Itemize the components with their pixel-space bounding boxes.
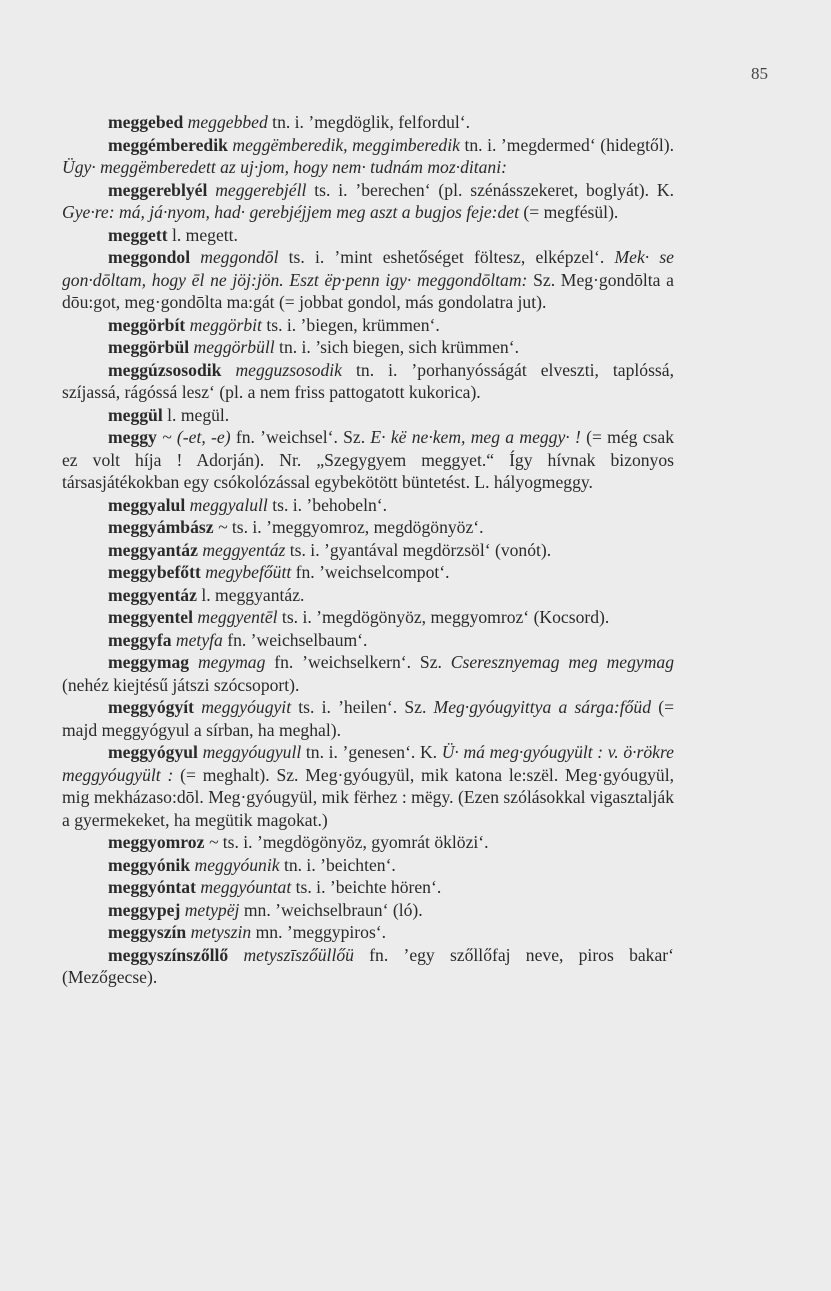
entry-definition: tn. i. ’megdermed‘ (hidegtől). xyxy=(459,134,674,155)
page-number: 85 xyxy=(751,64,768,83)
dictionary-entry xyxy=(62,134,674,179)
entry-variant: metyszīszőüllőü xyxy=(243,944,354,965)
entry-headword: meggyantáz xyxy=(108,539,198,560)
entry-definition: ts. i. ’behobeln‘. xyxy=(267,494,388,515)
entry-headword: meggy xyxy=(108,427,157,447)
dictionary-entry xyxy=(62,921,674,944)
dictionary-entry xyxy=(62,426,674,494)
entry-headword: meggyszín xyxy=(108,922,187,942)
entry-definition: ts. i. ’heilen‘. Sz. xyxy=(291,697,434,717)
entry-definition: tn. i. ’sich biegen, sich krümmen‘. xyxy=(274,337,519,357)
entry-variant: megybefőütt xyxy=(205,562,292,582)
entry-headword: meggymag xyxy=(108,652,190,672)
entry-example: Ü· má meg·gyóugyült : v. ö·rökre meggyóugyült : xyxy=(62,742,674,785)
entry-tail: (= megfésül). xyxy=(519,202,619,222)
dictionary-entry xyxy=(62,584,674,607)
entry-headword: meggereblyél xyxy=(108,179,208,200)
dictionary-entry xyxy=(62,651,674,696)
dictionary-entry xyxy=(62,854,674,877)
entry-headword: meggyalul xyxy=(108,494,186,515)
entry-variant: meggörbit xyxy=(189,314,262,335)
entry-headword: meggebed xyxy=(108,112,184,132)
entry-tail: (nehéz kiejtésű játszi szócsoport). xyxy=(62,674,300,695)
entry-tail: (= még csak ez volt híja ! Adorján). Nr. „Szegygyem meggyet.“ Így hívnak bizonyos társasjátékokban egy csókolózással egybekötött büntetést. L. hályogmeggy. xyxy=(62,427,674,492)
entry-variant: meggyóugyull xyxy=(202,742,302,762)
entry-headword: meggyentel xyxy=(108,607,194,627)
entry-definition: tn. i. ’genesen‘. K. xyxy=(301,742,442,762)
entry-definition: ts. i. ’mint eshetőséget föltesz, elképzel‘. xyxy=(278,247,615,267)
dictionary-entry xyxy=(62,696,674,741)
entry-definition: tn. i. ’beichten‘. xyxy=(279,854,396,875)
entry-variant: metypëj xyxy=(184,899,240,920)
entry-variant: ~ xyxy=(208,832,219,852)
entry-headword: meggyomroz xyxy=(108,832,205,852)
entry-example: Cseresznyemag meg megymag xyxy=(450,652,674,672)
dictionary-entry xyxy=(62,336,674,359)
entry-variant: meggörbüll xyxy=(193,337,275,357)
entry-headword: meggül xyxy=(108,404,163,425)
entry-definition: fn. ’egy szőllőfaj neve, piros bakar‘ (Mezőgecse). xyxy=(62,944,674,987)
entry-headword: meggyógyít xyxy=(108,697,194,717)
entry-variant: meggondōl xyxy=(200,247,279,267)
entry-example: E· kë ne·kem, meg a meggy· ! xyxy=(370,427,581,447)
dictionary-entry xyxy=(62,246,674,314)
dictionary-entry xyxy=(62,899,674,922)
entry-variant: metyszin xyxy=(190,922,252,942)
entry-list xyxy=(62,111,674,989)
entry-headword: meggyóntat xyxy=(108,877,196,897)
dictionary-entry xyxy=(62,179,674,224)
entry-definition: fn. ’weichselcompot‘. xyxy=(291,562,450,582)
entry-variant: meggëmberedik, meggimberedik xyxy=(232,134,460,155)
dictionary-entry xyxy=(62,111,674,134)
entry-variant: ~ xyxy=(217,517,228,537)
entry-definition: ts. i. ’beichte hören‘. xyxy=(291,877,442,897)
entry-variant: meggyóuntat xyxy=(200,877,292,897)
dictionary-entry xyxy=(62,741,674,831)
dictionary-entry xyxy=(62,224,674,247)
entry-tail: (= meghalt). Sz. Meg·gyóugyül, mik katona le:szël. Meg·gyóugyül, mig mekházaso:dōl. Meg·gyóugyül, mik fërhez : mëgy. (Ezen szólásokkal vigasztalják a gyermekeket, ha megütik magokat.) xyxy=(62,764,674,830)
entry-definition: ts. i. ’megdögönyöz, meggyomroz‘ (Kocsord). xyxy=(277,607,610,627)
dictionary-entry xyxy=(62,516,674,539)
entry-variant: ~ (-et, -e) xyxy=(162,427,231,447)
entry-example: Mek· se gon·dōltam, hogy ēl ne jöj:jön. Eszt ëp·penn igy· meggondōltam: xyxy=(62,247,674,290)
dictionary-entry xyxy=(62,314,674,337)
entry-variant: meggyóugyit xyxy=(201,697,292,717)
entry-headword: meggyógyul xyxy=(108,742,198,762)
dictionary-entry xyxy=(62,561,674,584)
entry-definition: l. megett. xyxy=(172,224,238,245)
entry-headword: meggörbít xyxy=(108,314,186,335)
entry-variant: meggyentáz xyxy=(202,539,286,560)
dictionary-entry xyxy=(62,944,674,989)
entry-headword: meggondol xyxy=(108,247,191,267)
entry-headword: meggémberedik xyxy=(108,134,228,155)
entry-headword: meggúzsosodik xyxy=(108,359,222,380)
entry-headword: meggyámbász xyxy=(108,517,214,537)
entry-definition: fn. ’weichsel‘. Sz. xyxy=(230,427,371,447)
entry-variant: metyfa xyxy=(175,629,223,650)
entry-definition: ts. i. ’gyantával megdörzsöl‘ (vonót). xyxy=(285,539,552,560)
entry-definition: mn. ’weichselbraun‘ (ló). xyxy=(239,899,423,920)
entry-definition: ts. i. ’berechen‘ (pl. szénásszekeret, boglyát). K. xyxy=(306,179,674,200)
entry-headword: meggörbül xyxy=(108,337,190,357)
entry-tail: Sz. Meg·gondōlta a dōu:got, meg·gondōlta ma:gát (= jobbat gondol, más gondolatra jut). xyxy=(62,269,674,312)
entry-definition: mn. ’meggypiros‘. xyxy=(251,922,387,942)
dictionary-entry xyxy=(62,629,674,652)
entry-example: Gye·re: má, já·nyom, had· gerebjéjjem meg aszt a bugjos feje:det xyxy=(62,202,519,222)
entry-definition: ts. i. ’biegen, krümmen‘. xyxy=(261,314,440,335)
entry-headword: meggyfa xyxy=(108,629,172,650)
entry-variant: megymag xyxy=(197,652,266,672)
entry-example: Meg·gyóugyittya a sárga:főüd xyxy=(433,697,652,717)
entry-tail: (= majd meggyógyul a sírban, ha meghal). xyxy=(62,697,674,740)
entry-example: Ügy· meggëmberedett az uj·jom, hogy nem· tudnám moz·ditani: xyxy=(62,157,507,177)
dictionary-entry xyxy=(62,831,674,854)
entry-headword: meggybefőtt xyxy=(108,562,201,582)
dictionary-entry xyxy=(62,494,674,517)
dictionary-entry xyxy=(62,404,674,427)
entry-variant: meggyalull xyxy=(189,494,268,515)
dictionary-entry xyxy=(62,606,674,629)
entry-headword: meggyónik xyxy=(108,854,191,875)
entry-variant: meggyóunik xyxy=(194,854,280,875)
entry-headword: meggypej xyxy=(108,899,181,920)
dictionary-entry xyxy=(62,876,674,899)
entry-definition: tn. i. ’porhanyósságát elveszti, taplóssá, szíjassá, rágóssá lesz‘ (pl. a nem friss pattogatott kukorica). xyxy=(62,359,674,402)
entry-definition: l. meggyantáz. xyxy=(201,584,305,605)
dictionary-entry xyxy=(62,359,674,404)
entry-headword: meggyszínszőllő xyxy=(108,944,229,965)
entry-headword: meggyentáz xyxy=(108,584,197,605)
entry-definition: ts. i. ’meggyomroz, megdögönyöz‘. xyxy=(227,517,484,537)
entry-definition: ts. i. ’megdögönyöz, gyomrát öklözi‘. xyxy=(218,832,489,852)
dictionary-entry xyxy=(62,539,674,562)
entry-variant: meggyentēl xyxy=(197,607,278,627)
entry-definition: l. megül. xyxy=(167,404,230,425)
entry-definition: tn. i. ’megdöglik, felfordul‘. xyxy=(267,112,471,132)
entry-definition: fn. ’weichselkern‘. Sz. xyxy=(265,652,451,672)
entry-headword: meggett xyxy=(108,224,168,245)
entry-variant: meggebbed xyxy=(187,112,268,132)
entry-definition: fn. ’weichselbaum‘. xyxy=(222,629,368,650)
entry-variant: meggerebjéll xyxy=(215,179,307,200)
entry-variant: megguzsosodik xyxy=(235,359,342,380)
